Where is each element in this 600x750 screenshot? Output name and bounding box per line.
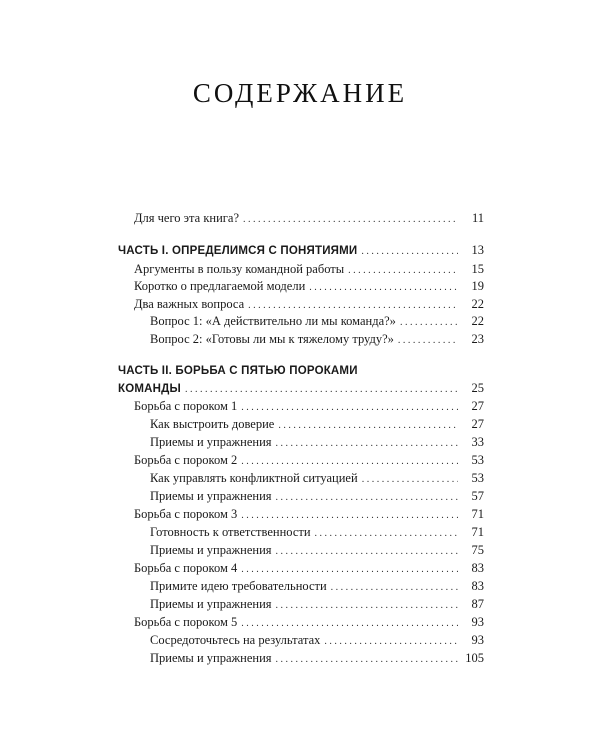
- toc-page-number: 57: [471, 489, 484, 503]
- toc-entry-label: Готовность к ответственности: [150, 525, 311, 539]
- toc-page-number: 71: [471, 525, 484, 539]
- toc-entry[interactable]: [150, 650, 484, 668]
- toc-entry-label: Аргументы в пользу командной работы: [134, 262, 345, 276]
- toc-entry[interactable]: [150, 524, 484, 542]
- toc-page-number: 23: [471, 332, 484, 346]
- toc-leader-dots: [276, 436, 458, 452]
- toc-leader-dots: [398, 333, 458, 349]
- toc-entry-label: Вопрос 2: «Готовы ли мы к тяжелому труду?»: [150, 332, 394, 346]
- toc-leader-dots: [331, 580, 458, 596]
- toc-entry-label: Примите идею требовательности: [150, 579, 327, 593]
- toc-entry[interactable]: [134, 560, 484, 578]
- toc-page-number: 83: [471, 561, 484, 575]
- toc-leader-dots: [276, 490, 458, 506]
- toc-page-number: 75: [471, 543, 484, 557]
- page-title: СОДЕРЖАНИЕ: [192, 78, 408, 108]
- toc-page-number: 15: [471, 262, 484, 276]
- toc-entry-label: Борьба с пороком 4: [134, 561, 238, 575]
- toc-leader-dots: [276, 652, 458, 668]
- toc-leader-dots: [241, 562, 458, 578]
- toc-entry[interactable]: [150, 416, 484, 434]
- toc-entry-label: КОМАНДЫ: [118, 383, 182, 395]
- toc-leader-dots: [309, 280, 458, 296]
- toc-page-number: 22: [471, 297, 484, 311]
- toc-part-heading[interactable]: [118, 242, 484, 260]
- toc-page-number: 27: [471, 399, 484, 413]
- toc-leader-dots: [276, 598, 458, 614]
- toc-entry-label: Приемы и упражнения: [150, 489, 272, 503]
- toc-page-number: 53: [471, 471, 484, 485]
- toc-entry-label: Приемы и упражнения: [150, 651, 272, 665]
- toc-leader-dots: [241, 454, 458, 470]
- toc-entry[interactable]: [150, 488, 484, 506]
- toc-entry[interactable]: [150, 632, 484, 650]
- toc-page-number: 93: [471, 633, 484, 647]
- toc-page-number: 22: [471, 314, 484, 328]
- toc-leader-dots: [362, 472, 458, 488]
- toc-leader-dots: [241, 616, 458, 632]
- toc-leader-dots: [361, 244, 458, 260]
- toc-page-number: 71: [471, 507, 484, 521]
- toc-part-heading[interactable]: [118, 380, 484, 398]
- toc-page-number: 53: [471, 453, 484, 467]
- toc-entry-label: Приемы и упражнения: [150, 435, 272, 449]
- toc-part-heading-line1: ЧАСТЬ II. БОРЬБА С ПЯТЬЮ ПОРОКАМИ: [118, 365, 358, 377]
- toc-page-number: 33: [471, 435, 484, 449]
- toc-leader-dots: [315, 526, 458, 542]
- toc-leader-dots: [185, 382, 458, 398]
- toc-entry-label: Сосредоточьтесь на результатах: [150, 633, 321, 647]
- toc-leader-dots: [324, 634, 458, 650]
- toc-entry-label: Борьба с пороком 1: [134, 399, 238, 413]
- toc-entry-label: Два важных вопроса: [134, 297, 245, 311]
- toc-entry-label: ЧАСТЬ I. ОПРЕДЕЛИМСЯ С ПОНЯТИЯМИ: [118, 245, 358, 257]
- toc-entry[interactable]: [134, 506, 484, 524]
- toc-entry-label: Как выстроить доверие: [150, 417, 275, 431]
- toc-page-number: 105: [465, 651, 484, 665]
- toc-entry[interactable]: [150, 470, 484, 488]
- toc-page-number: 25: [471, 381, 484, 395]
- toc-entry[interactable]: [150, 578, 484, 596]
- toc-leader-dots: [278, 418, 458, 434]
- toc-entry[interactable]: [150, 313, 484, 331]
- toc-page-number: 13: [471, 243, 484, 257]
- toc-leader-dots: [400, 315, 458, 331]
- toc-entry[interactable]: [150, 434, 484, 452]
- toc-page-number: 27: [471, 417, 484, 431]
- toc-leader-dots: [248, 298, 458, 314]
- toc-entry-label: Приемы и упражнения: [150, 597, 272, 611]
- toc-entry-label: Приемы и упражнения: [150, 543, 272, 557]
- toc-entry[interactable]: [134, 210, 484, 228]
- toc-page-number: 93: [471, 615, 484, 629]
- toc-entry[interactable]: [134, 398, 484, 416]
- toc-leader-dots: [241, 400, 458, 416]
- toc-entry[interactable]: [134, 452, 484, 470]
- toc-entry[interactable]: [150, 596, 484, 614]
- toc-entry[interactable]: [134, 614, 484, 632]
- toc-leader-dots: [348, 263, 458, 279]
- toc-page-number: 19: [471, 279, 484, 293]
- toc-entry-label: Борьба с пороком 5: [134, 615, 238, 629]
- toc-entry-label: Борьба с пороком 3: [134, 507, 238, 521]
- toc-entry[interactable]: [134, 278, 484, 296]
- toc-entry[interactable]: [134, 261, 484, 279]
- toc-leader-dots: [243, 212, 458, 228]
- toc-entry[interactable]: [150, 542, 484, 560]
- toc-entry-label: Борьба с пороком 2: [134, 453, 238, 467]
- toc-entry-label: Как управлять конфликтной ситуацией: [150, 471, 358, 485]
- toc-page-number: 11: [471, 211, 484, 225]
- toc-page-number: 87: [471, 597, 484, 611]
- toc-entry-label: Для чего эта книга?: [134, 211, 239, 225]
- toc-entry-label: Вопрос 1: «А действительно ли мы команда?»: [150, 314, 396, 328]
- toc-leader-dots: [241, 508, 458, 524]
- toc-leader-dots: [276, 544, 458, 560]
- toc-entry-label: Коротко о предлагаемой модели: [134, 279, 306, 293]
- toc-page-number: 83: [471, 579, 484, 593]
- toc-entry[interactable]: [150, 331, 484, 349]
- toc-entry[interactable]: [134, 296, 484, 314]
